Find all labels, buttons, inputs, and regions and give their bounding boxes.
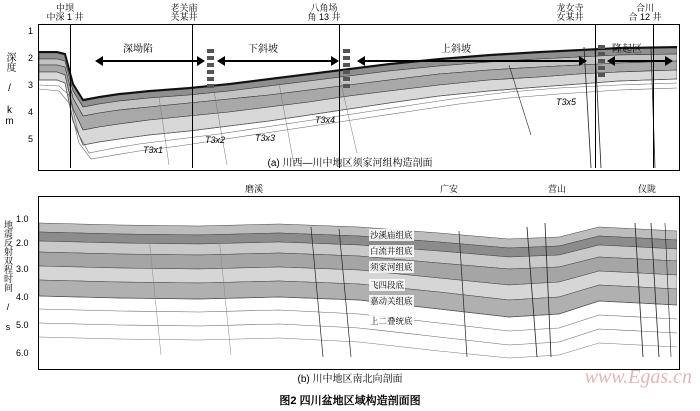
cross-section-panel-a [38, 24, 680, 171]
panel-a-ytick-3: 4 [28, 107, 34, 117]
panel-a-ytick-1: 2 [28, 53, 34, 63]
panel-a-ytick-4: 5 [28, 134, 34, 144]
wellhead-label-4 [620, 4, 670, 22]
marker-column-3 [598, 45, 605, 80]
horizon-b-label-1: 白流井组底 [370, 246, 413, 256]
zone-arrow-shangxiepo [357, 55, 587, 67]
zone-label-2: 上斜坡 [441, 44, 471, 55]
panel-a-y-axis-label: 深度 / km [4, 52, 15, 127]
location-label-0: 磨溪 [245, 184, 264, 194]
panel-b-subcaption: (b) 川中地区南北向剖面 [297, 374, 403, 385]
horizon-label-t3x5: T3x5 [556, 97, 577, 107]
horizon-label-t3x1: T3x1 [143, 145, 164, 155]
well-line-5 [653, 25, 654, 168]
horizon-label-t3x2: T3x2 [205, 135, 226, 145]
zone-label-3: 隆起区 [612, 44, 642, 55]
horizon-b-label-3: 飞四段底 [370, 280, 405, 290]
marker-column-2 [343, 49, 350, 91]
horizon-b-label-4: 嘉动关组底 [370, 296, 413, 306]
horizon-b-label-5: 上二叠统底 [370, 316, 413, 326]
zone-arrow-xiaxiepo [217, 55, 339, 67]
wellhead-line-a: 老关庙 [170, 3, 198, 13]
zone-label-1: 下斜坡 [248, 44, 278, 55]
marker-column-1 [207, 49, 214, 91]
horizon-b-label-0: 沙溪庙组底 [370, 230, 413, 240]
cross-section-panel-b [38, 196, 680, 370]
location-label-1: 广安 [440, 184, 459, 194]
well-line-1 [70, 25, 71, 168]
wellhead-line-b: 关某井 [170, 12, 198, 22]
panel-b-ytick-0: 1.0 [16, 214, 29, 224]
wellhead-label-0 [42, 4, 88, 22]
panel-b-ytick-2: 3.0 [16, 264, 29, 274]
horizon-label-t3x3: T3x3 [255, 133, 276, 143]
horizon-label-t3x4: T3x4 [315, 115, 336, 125]
wellhead-label-1 [160, 4, 208, 22]
panel-b-ytick-4: 5.0 [16, 320, 29, 330]
wellhead-line-b: 中深 1 井 [46, 12, 84, 22]
panel-a-subcaption: (a) 川西—川中地区须家河组构造剖面 [267, 158, 433, 169]
wellhead-line-a: 龙女寺 [556, 3, 584, 13]
well-line-4 [595, 25, 596, 168]
panel-a-ytick-0: 1 [28, 26, 34, 36]
location-label-3: 仪陇 [638, 184, 657, 194]
panel-b-y-axis-label: 地震反射双程时间 / s [3, 220, 13, 332]
figure-caption: 图2 四川盆地区域构造剖面图 [279, 395, 421, 407]
wellhead-label-3 [546, 4, 594, 22]
wellhead-line-a: 中坝 [55, 3, 74, 13]
location-label-2: 营山 [548, 184, 567, 194]
zone-label-0: 深坳陷 [123, 44, 153, 55]
wellhead-label-2 [298, 4, 350, 22]
panel-b-ytick-1: 2.0 [16, 238, 29, 248]
horizon-b-label-2: 须家河组底 [370, 262, 413, 272]
panel-b-seismic-section [39, 197, 677, 367]
well-line-3 [339, 25, 340, 168]
watermark: www.Egas.cn [584, 366, 692, 388]
zone-arrow-longqi [607, 55, 673, 67]
wellhead-line-a: 八角场 [310, 3, 338, 13]
wellhead-line-b: 角 13 井 [307, 12, 341, 22]
panel-a-ytick-2: 3 [28, 80, 34, 90]
zone-arrow-shenaoxian [95, 55, 205, 67]
panel-b-ytick-5: 6.0 [16, 348, 29, 358]
wellhead-line-b: 女某井 [556, 12, 584, 22]
panel-b-ytick-3: 4.0 [16, 292, 29, 302]
wellhead-line-a: 合川 [635, 3, 654, 13]
wellhead-line-b: 合 12 井 [628, 12, 662, 22]
well-line-2 [192, 25, 193, 168]
